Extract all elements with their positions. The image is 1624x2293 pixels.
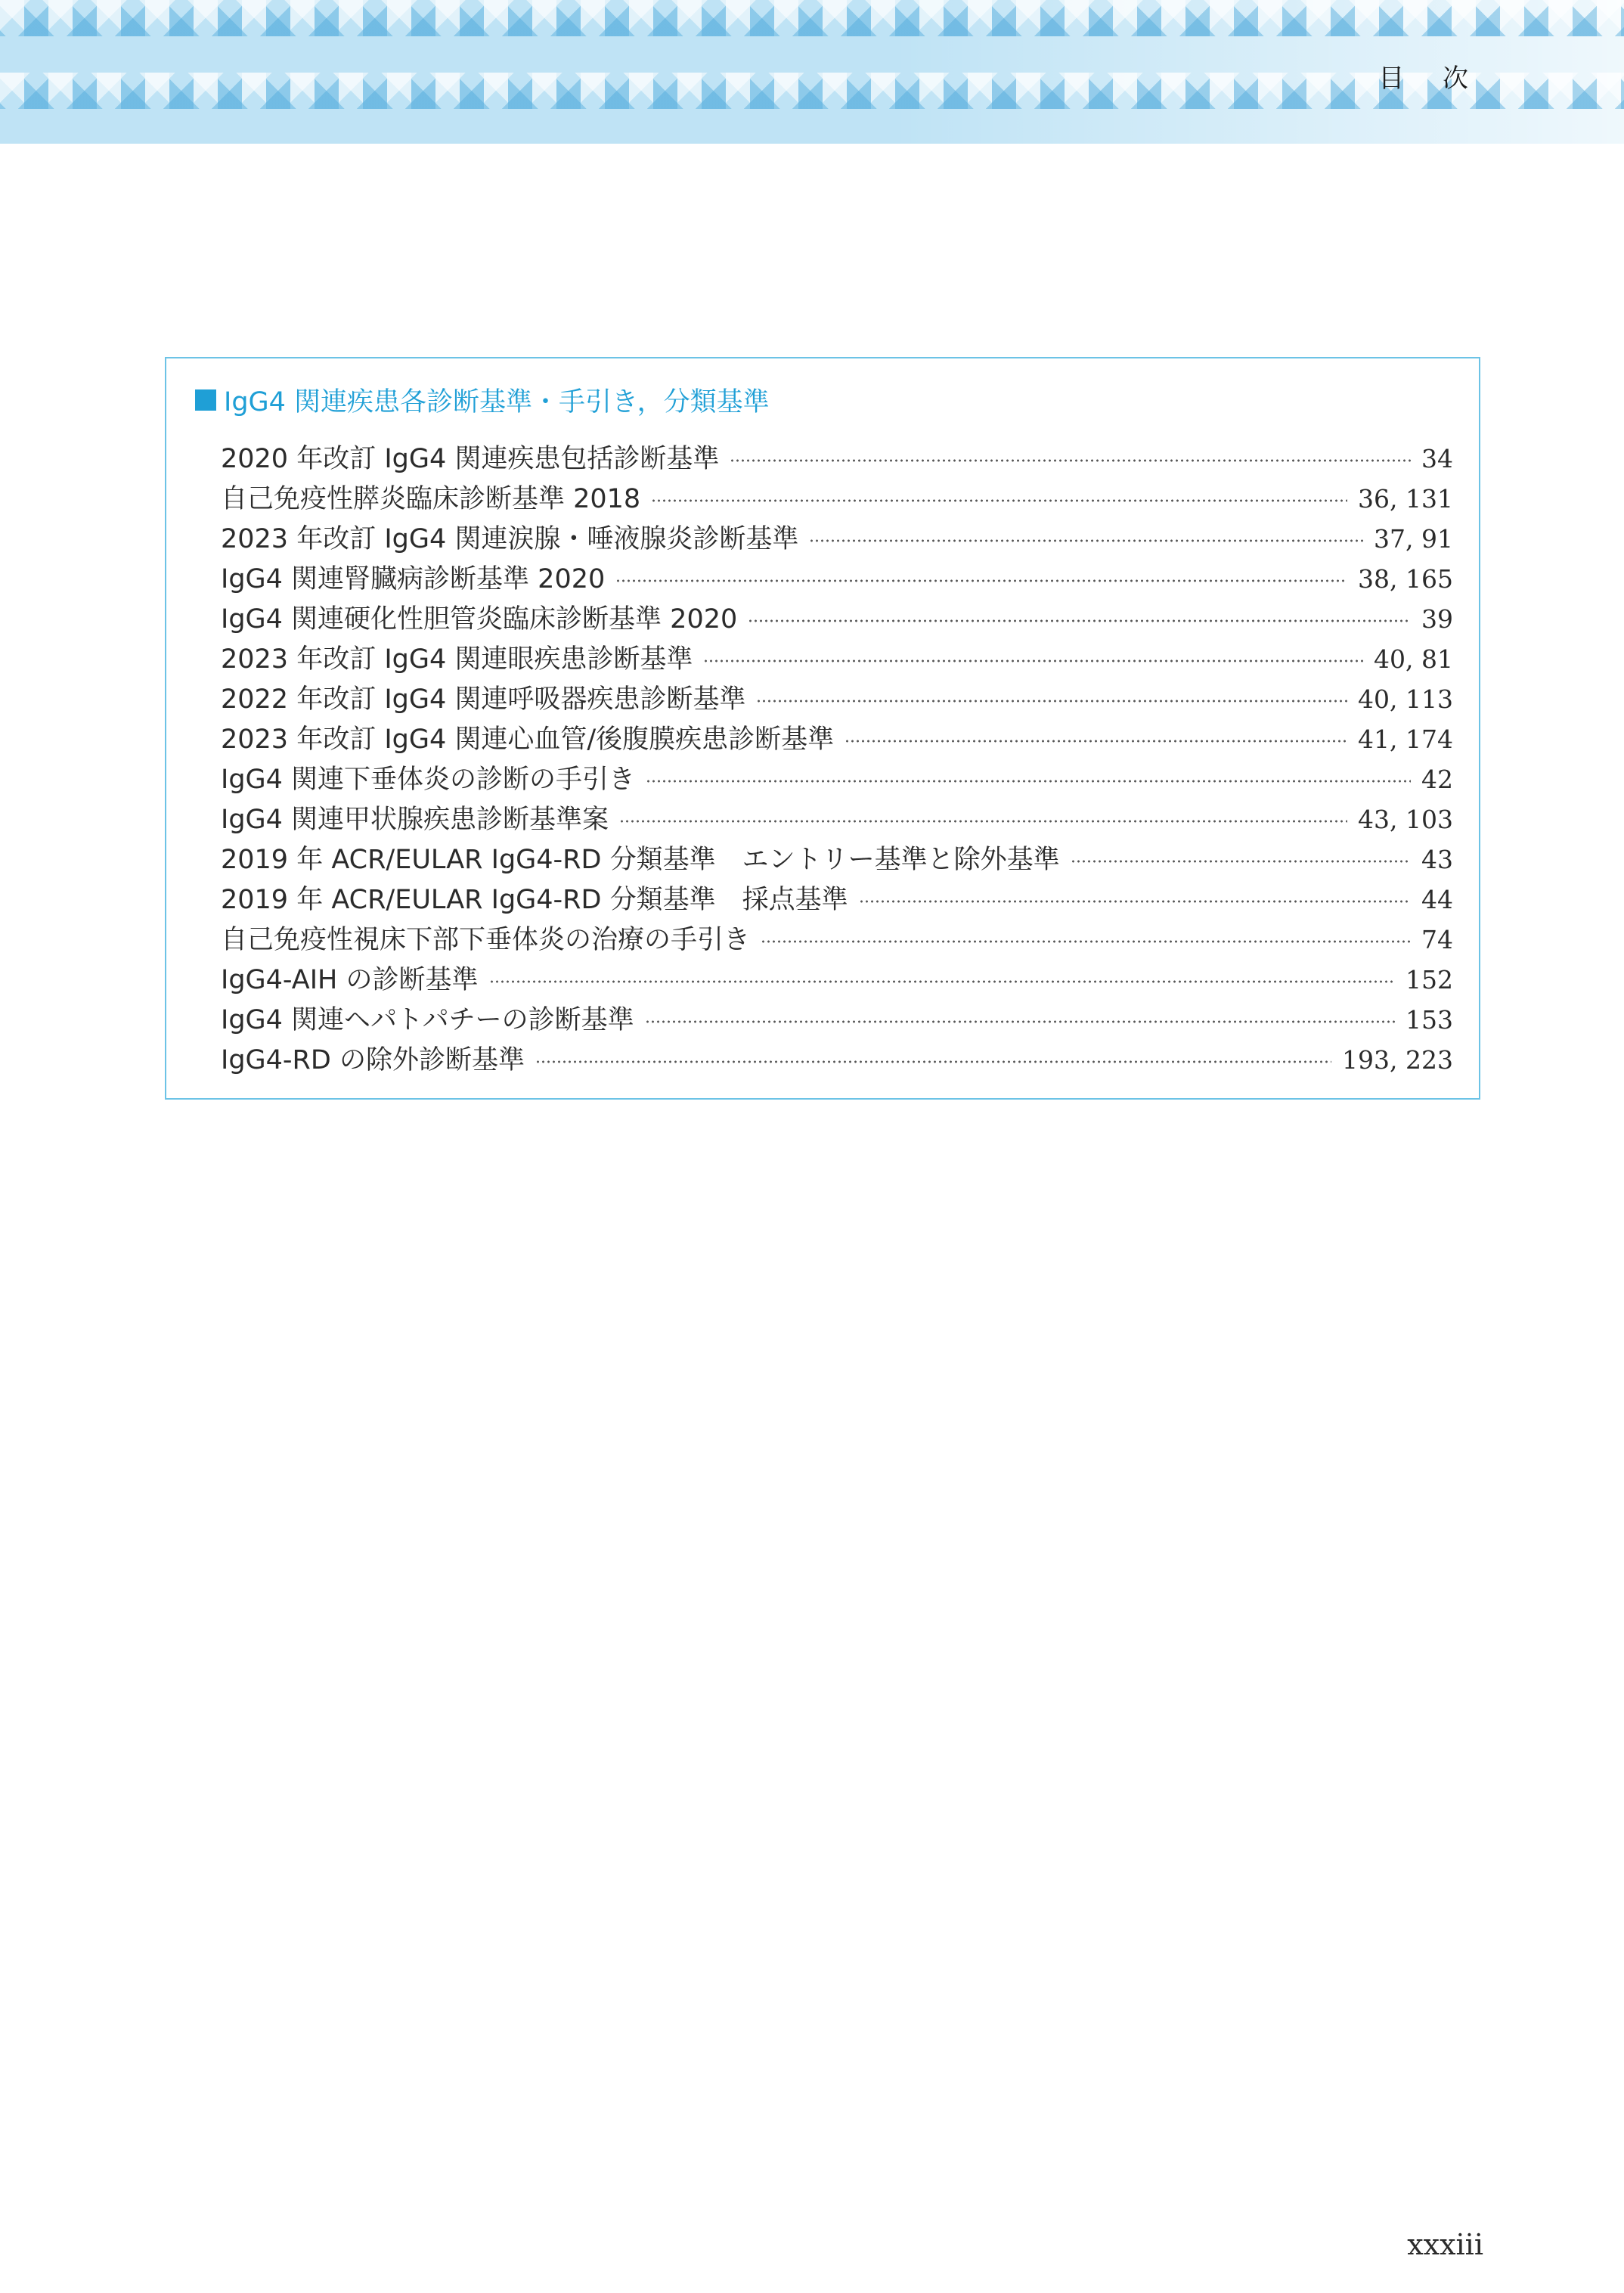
toc-entry-page: 193, 223: [1342, 1045, 1453, 1075]
toc-leader-dots: [761, 940, 1411, 943]
toc-leader-dots: [859, 900, 1411, 903]
toc-entry[interactable]: [221, 1000, 1453, 1040]
toc-entry-label: IgG4 関連硬化性胆管炎臨床診断基準 2020: [221, 604, 738, 635]
toc-entry-page: 39: [1421, 604, 1453, 634]
toc-entry-label: IgG4 関連下垂体炎の診断の手引き: [221, 765, 636, 795]
toc-section-heading: [195, 381, 770, 419]
toc-leader-dots: [651, 499, 1347, 502]
toc-entry-page: 34: [1421, 444, 1453, 473]
toc-leader-dots: [619, 820, 1347, 823]
page-number: xxxiii: [1407, 2228, 1483, 2261]
toc-entry-label: 2023 年改訂 IgG4 関連眼疾患診断基準: [221, 644, 693, 675]
toc-leader-dots: [748, 619, 1411, 622]
toc-entry-label: IgG4-RD の除外診断基準: [221, 1045, 525, 1075]
toc-entry-label: 2020 年改訂 IgG4 関連疾患包括診断基準: [221, 444, 720, 474]
toc-leader-dots: [1071, 860, 1411, 863]
toc-entry-label: IgG4 関連腎臓病診断基準 2020: [221, 564, 606, 594]
toc-entry-page: 40, 81: [1374, 644, 1453, 674]
toc-entry-page: 74: [1421, 925, 1453, 954]
toc-entry-page: 43: [1421, 845, 1453, 874]
toc-leader-dots: [646, 780, 1411, 783]
toc-entry-page: 43, 103: [1358, 805, 1453, 834]
toc-entry[interactable]: [221, 799, 1453, 839]
toc-entry-label: 2023 年改訂 IgG4 関連涙腺・唾液腺炎診断基準: [221, 524, 799, 554]
toc-section-heading-text: IgG4 関連疾患各診断基準・手引き，分類基準: [224, 387, 770, 417]
toc-entry-label: IgG4-AIH の診断基準: [221, 965, 479, 995]
toc-leader-dots: [645, 1020, 1395, 1023]
toc-entry[interactable]: [221, 679, 1453, 719]
toc-entry[interactable]: [221, 839, 1453, 880]
toc-entry[interactable]: [221, 519, 1453, 559]
toc-entry[interactable]: [221, 920, 1453, 960]
toc-entry[interactable]: [221, 960, 1453, 1000]
toc-entry-label: 自己免疫性視床下部下垂体炎の治療の手引き: [221, 925, 751, 955]
toc-entry[interactable]: [221, 1040, 1453, 1080]
toc-entry[interactable]: [221, 639, 1453, 679]
toc-entry-label: 自己免疫性膵炎臨床診断基準 2018: [221, 484, 641, 514]
square-bullet-icon: [195, 389, 216, 411]
toc-leader-dots: [489, 980, 1396, 983]
header-title: 目 次: [1378, 64, 1483, 94]
toc-entry[interactable]: [221, 479, 1453, 519]
toc-entry-label: IgG4 関連ヘパトパチーの診断基準: [221, 1005, 634, 1035]
toc-entry[interactable]: [221, 599, 1453, 639]
toc-entry-label: 2019 年 ACR/EULAR IgG4-RD 分類基準 エントリー基準と除外基準: [221, 845, 1060, 875]
toc-leader-dots: [703, 659, 1363, 662]
toc-entry-label: 2022 年改訂 IgG4 関連呼吸器疾患診断基準: [221, 684, 746, 715]
toc-entry-page: 37, 91: [1374, 524, 1453, 554]
toc-entry-list: [221, 439, 1453, 1080]
toc-leader-dots: [809, 539, 1363, 542]
toc-entry-label: IgG4 関連甲状腺疾患診断基準案: [221, 805, 609, 835]
toc-entry-label: 2019 年 ACR/EULAR IgG4-RD 分類基準 採点基準: [221, 885, 848, 915]
toc-entry-page: 152: [1406, 965, 1453, 994]
toc-entry[interactable]: [221, 880, 1453, 920]
toc-entry-page: 41, 174: [1358, 725, 1453, 754]
toc-entry-page: 44: [1421, 885, 1453, 914]
toc-entry-page: 40, 113: [1358, 684, 1453, 714]
toc-leader-dots: [730, 459, 1411, 462]
toc-leader-dots: [535, 1060, 1331, 1063]
toc-entry-label: 2023 年改訂 IgG4 関連心血管/後腹膜疾患診断基準: [221, 725, 835, 755]
toc-entry[interactable]: [221, 439, 1453, 479]
toc-entry[interactable]: [221, 759, 1453, 799]
toc-entry[interactable]: [221, 719, 1453, 759]
toc-leader-dots: [845, 740, 1347, 743]
toc-box: [165, 357, 1480, 1100]
toc-entry-page: 42: [1421, 765, 1453, 794]
toc-entry-page: 38, 165: [1358, 564, 1453, 594]
toc-leader-dots: [756, 700, 1347, 703]
toc-entry-page: 36, 131: [1358, 484, 1453, 514]
toc-leader-dots: [615, 579, 1347, 582]
toc-entry-page: 153: [1406, 1005, 1453, 1035]
toc-entry[interactable]: [221, 559, 1453, 599]
